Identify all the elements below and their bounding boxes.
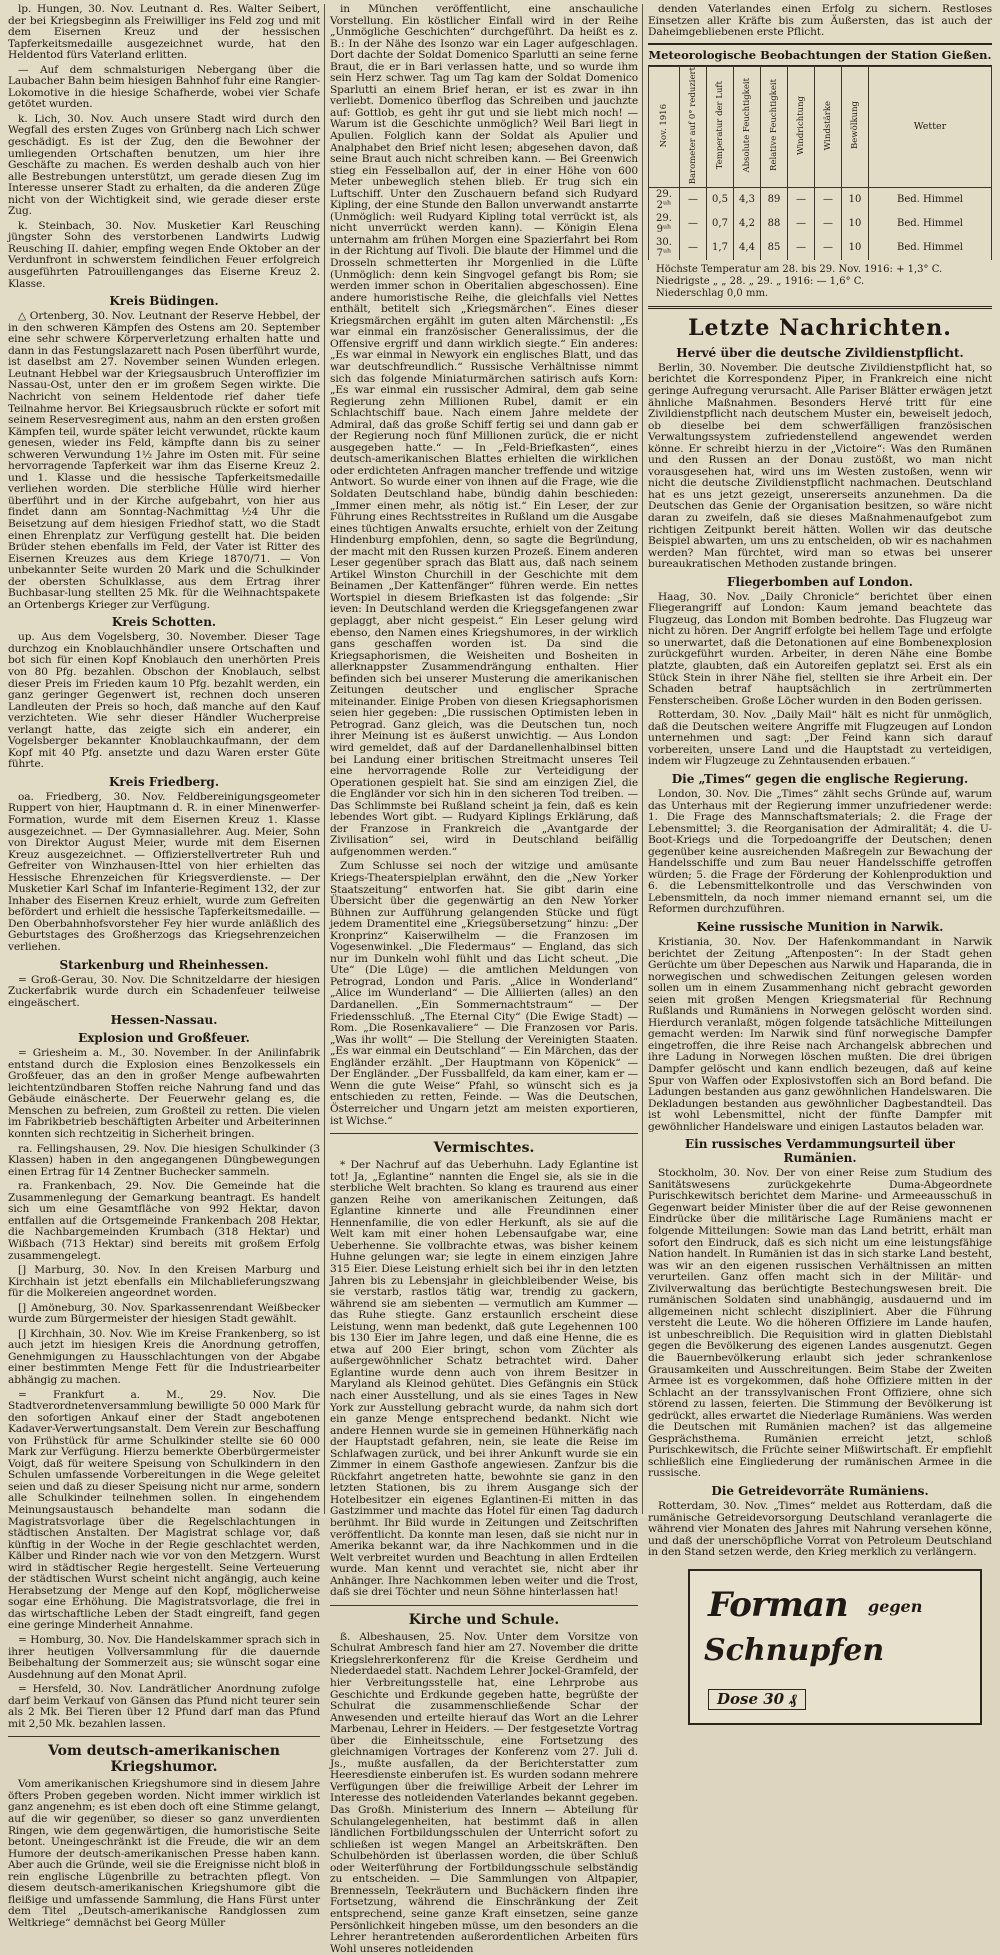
- article-paragraph: Stockholm, 30. Nov. Der von einer Reise zum Studium des Sanitätswesens zurückgekehrte Duma-Abgeordnete Purischkewitsch berichtet dem Marine- und Armeeausschuß in Gegenwart beider Minister über die auf der Reise gewonnenen Eindrücke über die militärische Lage Rumäniens macht er folgende Mitteilungen: Sowie man das Land betritt, erhält man sofort den Eindruck, daß es sich nicht um eine leistungsfähige Nation handelt. In Rumänien ist das in sich starke Land besteht, was wir an den eigenen russischen Verhältnissen an mitten verurteilen. Ganz offen macht sich in der Militär- und Zivilverwaltung das berüchtigte Bestechungswesen breit. Die rumänischen Soldaten sind unabhängig, ausdauernd und im allgemeinen nicht schlecht diszipliniert. Aber die Führung versteht die Leute. Wo die höheren Offiziere im Lande haufen, ist unbeschreiblich. Die Requisition wird in glatten Dieblstahl gegen die Bevölkerung des eigenen Landes ausgenutzt. Gegen die Bauernbevölkerung erlaubt sich jeder schrankenlose Grausamkeiten und Ausschreitungen. Beim Stabe der Zweiten Armee ist es vorgekommen, daß hohe Offiziere mitten in der Schlacht an der transsylvanischen Front Offiziere, ohne sich störend zu lassen, feierten. Die Stimmung der Bevölkerung ist gedrückt, alles erwartet die Niederlage Rumäniens. Was werden die Deutschen mit Rumänien machen? ist das allgemeine Gesprächsthema. Rumänien erreicht jetzt, schloß Purischkewitsch, die Früchte seiner Mißwirtschaft. Er empfiehlt schließlich eine Eingliederung der rumänischen Armee in die russische.: [648, 1167, 992, 1480]
- weather-table: [648, 66, 992, 260]
- section-heading: Kirche und Schule.: [408, 1611, 560, 1628]
- weather-cell: —: [788, 236, 815, 260]
- weather-cell: —: [815, 187, 842, 212]
- weather-cell: 0,7: [707, 212, 734, 236]
- article-paragraph: k. Steinbach, 30. Nov. Musketier Karl Reusching jüngster Sohn des verstorbenen Landwirts Ludwig Reusching II. dahier, empfing wegen Ende Oktober an der Verdunfront in schwerstem feindlichen Feuer erfolgreich ausgeführten Patrouillenganges das Eiserne Kreuz 2. Klasse.: [8, 219, 320, 290]
- article-paragraph: k. Lich, 30. Nov. Auch unsere Stadt wird durch den Wegfall des ersten Zuges von Grünberg nach Lich schwer geschädigt. Es ist der Zug, den die Bewohner der umliegenden Ortschaften benutzen, um hier ihre Geschäfte zu machen. Es werden deshalb auch von hier alle Bestrebungen unterstützt, um gerade diesen Zug im Interesse unserer Stadt zu erhalten, da die anderen Züge nicht von der Wichtigkeit sind, wie gerade dieser erste Zug.: [8, 112, 320, 218]
- weather-header: Bewölkung: [842, 66, 869, 187]
- weather-row: [649, 212, 992, 236]
- weather-header: Wetter: [869, 66, 992, 187]
- article-paragraph: = Frankfurt a. M., 29. Nov. Die Stadtverordnetenversammlung bewilligte 50 000 Mark für den sofortigen Ankauf einer der Stadt angebotenen Kadaver-Verwertungsanstalt. Dem Verein zur Beschaffung von Frühstück für arme Schulkinder stellte sie 60 000 Mark zur Verfügung. Hierzu bemerkte Oberbürgermeister Voigt, daß für weitere Speisung von Schulkindern in den Schulen umfassende Vorbereitungen in die Wege geleitet seien und daß zu dieser Speisung nicht nur arme, sondern alle Schulkinder teilnehmen sollen. In eingehendem Meinungsaustausch behandelte man sodann die Magistratsvorlage über die Regelschlachtungen in städtischen Anstalten. Der Magistrat schlage vor, daß künftig in der Woche in der Regie geschlachtet werden, Kälber und Rinder nach wie vor von den Metzgern. Wurst wird in städtischer Regie hergestellt. Seine Verteuerung der städtischen Wurst scheint nicht angängig, auch keine Herabsetzung der Menge auf den Kopf, möglicherweise sogar eine Erhöhung. Die Magistratsvorlage, die frei in das wirtschaftliche Leben der Stadt eingreift, fand gegen eine geringe Minderheit Annahme.: [8, 1388, 320, 1632]
- weather-header: Windrichtung: [788, 66, 815, 187]
- article-paragraph: * Der Nachruf auf das Ueberhuhn. Lady Eglantine ist tot! Ja, „Eglantine“ nannten die Engel sie, als sie in die sterbliche Welt brachten. So klang es traurend aus einer ganzen Reihe von amerikanischen Zeitungen, daß Eglantine kinnerte und alle Freundinnen einer Hennenfamilie, die von edler Herkunft, als sie auf die Welt kam mit einer hohen Lebensaufgabe war, eine Ueberhenne. Sie vollbrachte etwas, was bisher keinem Huhne gelungen war; sie legte in einem einzigen Jahre 315 Eier. Diese Leistung erhielt sich bei ihr in den letzten Jahren bis zu Lebensjahr in gleichbleibender Weise, bis sie verstarb, rastlos tätig war, trendig zu gackern, während sie am siebenten — vermutlich am Kummer — das Ruhe stiegte. Ganz erstaunlich erscheint diese Leistung, wenn man bedenkt, daß gute Legehennen 100 bis 130 Eier im Jahre legen, und daß eine Henne, die es etwa auf 200 Eier bringt, schon vom Züchter als außergewöhnlicher Schatz betrachtet wird. Daher Eglantine wurde denn auch von ihrem Besitzer in Maryland als Kleinod gehütet. Dies Gefängnis ein Stück nach einer Ausstellung, und als sie eines Tages in New York zur Ausstellung gebracht wurde, da nahm sich dort ein ganze Menge entsprechend bedankt. Nicht wie andere Hennen wurde sie in gemeinen Hühnerkäfig nach der Hauptstadt gefahren, nein, sie leate die Reise im Schlafwagen zurück, und bei ihrer Ankunft wurde sie ein Zimmer in einem Gasthofe angewiesen. Zanfzur bis die Rückfahrt angetreten hatte, bewohnte sie ganz in den letzten Stationen, bis zu ihrem Ausgange sich der Hotelbesitzer ein eigenes Eglantinen-Ei mitten in das Gastzimmer und machte das Hotel für einen Tag dadurch berühmt. Ihr Bild wurde in Zeitungen und Zeitschriften veröffentlicht. Da konnte man lesen, daß sie nicht nur in Amerika bekannt war, da ihre Nachkommen und in die Welt verbreitet wurden und Beachtung in allen Erdteilen wurde. Man kennt und verachtet sie, nicht aber ihr Anhänger. Ihre Nachkommen leben weiter und die Trost, daß sie drei Töchter und neun Söhne hinterlassen hat!: [330, 1159, 638, 1599]
- weather-cell: 88: [761, 212, 788, 236]
- weather-cell: 89: [761, 187, 788, 212]
- weather-cell: 0,5: [707, 187, 734, 212]
- column-left: [8, 3, 320, 1929]
- section-heading: Starkenburg und Rheinhessen.: [59, 957, 269, 972]
- weather-cell: 4,4: [734, 236, 761, 260]
- weather-cell: Bed. Himmel: [869, 187, 992, 212]
- ad-word: gegen: [868, 1596, 923, 1616]
- article-paragraph: = Hersfeld, 30. Nov. Landrätlicher Anordnung zufolge darf beim Verkauf von Gänsen das Pfund nicht teurer sein als 2 Mk. Bei Tieren über 12 Pfund darf man das Pfund mit 2,50 Mk. bezahlen lassen.: [8, 1683, 320, 1730]
- article-paragraph: [] Amöneburg, 30. Nov. Sparkassenrendant Weißbecker wurde zum Bürgermeister der hiesigen Stadt gewählt.: [8, 1301, 320, 1326]
- column-middle: [330, 3, 638, 1955]
- section-heading: Kreis Schotten.: [111, 615, 217, 630]
- column-rule: [642, 4, 643, 1514]
- weather-cell: 10: [842, 187, 869, 212]
- article-heading: Keine russische Munition in Narwik.: [696, 919, 944, 934]
- weather-cell: Bed. Himmel: [869, 236, 992, 260]
- article-paragraph: ra. Frankenbach, 29. Nov. Die Gemeinde hat die Zusammenlegung der Gemarkung beantragt. Es handelt sich um eine Gesamtfläche von 992 Hektar, davon entfallen auf die Ortsgemeinde Frankenbach 208 Hektar, die Nachbargemeinden Krumbach (318 Hektar) und Wißbach (713 Hektar) sind bereits mit großem Erfolg zusammengelegt.: [8, 1180, 320, 1262]
- article-heading: Fliegerbomben auf London.: [727, 574, 913, 589]
- weather-header: Relative Feuchtigkeit: [761, 66, 788, 187]
- article-paragraph: [] Kirchhain, 30. Nov. Wie im Kreise Frankenberg, so ist auch jetzt im hiesigen Kreis die Anordnung getroffen, Genehmigungen zu Hausschlachtungen von der Abgabe einer bestimmten Menge Fett für die Industriearbeiter abhängig zu machen.: [8, 1327, 320, 1386]
- article-paragraph: Rotterdam, 30. Nov. „Times“ meldet aus Rotterdam, daß die rumänische Getreidevorsorgung Deutschland veranlagerte die während vier Monaten des Jahres mit Nahrung versehen könne, und daß der unerschöpfliche Vorrat von Petroleum Deutschland in den Stand setzen werde, den Krieg merklich zu verlängern.: [648, 1500, 992, 1559]
- weather-cell: —: [680, 212, 707, 236]
- weather-header: Barometer auf 0° reduziert: [680, 66, 707, 187]
- weather-table-header-row: [649, 66, 992, 187]
- weather-row: [649, 236, 992, 260]
- article-heading: Die Getreidevorräte Rumäniens.: [711, 1484, 929, 1499]
- article-paragraph: lp. Hungen, 30. Nov. Leutnant d. Res. Walter Seibert, der bei Kriegsbeginn als Freiwilliger ins Feld zog und mit dem Eisernen Kreuz und der hessischen Tapferkeitsmedaille ausgezeichnet wurde, hat den Heldentod fürs Vaterland erlitten.: [8, 3, 320, 62]
- weather-cell: 10: [842, 212, 869, 236]
- article-paragraph: — Auf dem schmalsturigen Nebergang über die Laubacher Bahn beim hiesigen Bahnhof fuhr eine Rangier-Lokomotive in die hiesige Schafherde, wobei vier Schafe getötet wurden.: [8, 63, 320, 111]
- weather-cell: 10: [842, 236, 869, 260]
- section-heading: Kreis Friedberg.: [108, 774, 219, 789]
- weather-cell: —: [788, 187, 815, 212]
- section-heading: Hessen-Nassau.: [110, 1013, 218, 1028]
- article-paragraph: = Homburg, 30. Nov. Die Handelskammer sprach sich in ihrer heutigen Vollversammlung für die dauernde Beibehaltung der Sommerzeit aus; sie wünscht sogar eine Ausdehnung auf den Monat April.: [8, 1634, 320, 1681]
- weather-header: Nov. 1916: [649, 66, 680, 187]
- article-paragraph: London, 30. Nov. Die „Times“ zählt sechs Gründe auf, warum das Unterhaus mit der Regierung immer unzufriedener werde: 1. Die Frage des Mannschaftsmaterials; 2. die Frage der Lebensmittel; 3. die Reorganisation der Admiralität; 4. die U-Boot-Kriegs und die Torpedoangriffe der Deutschen; denen gegenüber keine ausreichenden Maßregeln zur Bewachung der Handelsschiffe und zum Bau neuer Handelsschiffe getroffen würden; 5. die Frage der Förderung der Kohlenproduktion und 6. die Lebensmittelkontrolle und das Verschwinden von Lebensmitteln, da noch immer niemand ernannt sei, um die Reformen durchzuführen.: [648, 787, 992, 916]
- article-paragraph: = Griesheim a. M., 30. November. In der Anilinfabrik entstand durch die Explosion eines Benzolkessels ein Großfeuer, das an den in großer Menge aufbewahrten leichtentzündbaren Stoffen reiche Nahrung fand und das Gebäude einäscherte. Der Feuerwehr gelang es, die Menschen zu befreien, zum Großteil zu retten. Die vielen im Fabrikbetrieb beschäftigten Arbeiter und Arbeiterinnen konnten sich rechtzeitig in Sicherheit bringen.: [8, 1047, 320, 1141]
- article-paragraph: Vom amerikanischen Kriegshumore sind in diesem Jahre öfters Proben gegeben worden. Nicht immer wirklich ist ganz angenehm; es ist eben doch oft eine Stimme gelangt, auf die wir gegenüber, so dieser so ganz unverdienten Ringen, wie dem gegenwärtigen, die humoristische Seite betont. Uneingeschränkt ist die Freude, die wir an dem Humore der deutsch-amerikanischen Presse haben kann. Aber auch die Gründe, weil sie die Ereignisse nicht bloß in rein englische Lügenbrille zu betrachten pflegt. Von diesem deutsch-amerikanischen Kriegshumore gibt die fleißige und umfassende Sammlung, die Hans Fürst unter dem Titel „Deutsch-amerikanische Randglossen zum Weltkriege“ demnächst bei Georg Müller: [8, 1778, 320, 1929]
- section-heading: Letzte Nachrichten.: [688, 314, 952, 341]
- article-heading: Ein russisches Verdammungsurteil über Rumänien.: [685, 1137, 955, 1166]
- weather-cell: —: [680, 187, 707, 212]
- weather-header: Windstärke: [815, 66, 842, 187]
- article-paragraph: △ Ortenberg, 30. Nov. Leutnant der Reserve Hebbel, der in den schweren Kämpfen des Ostens am 20. September eine sehr schwere Körperverletzung erhalten hatte und dann in das Festungslazarett nach Posen überführt wurde, ist daselbst am 27. November seinen Wunden erlegen. Leutnant Hebbel war der Kriegsausbruch Unteroffizier im Nassau-Ost, unter den er im großem Segen wirkte. Die Nachricht von seinem Heldentode rief daher tiefe Teilnahme hervor. Bei Kriegsausbruch rückte er sofort mit seinem Reservesregiment aus, nahm an den ersten großen Kämpfen teil, wurde später leicht verwundet, rückte kaum genesen, wieder ins Feld, kämpfte dann bis zu seiner schweren Verwundung 1½ Jahre im Osten mit. Für seine hervorragende Tapferkeit war ihm das Eiserne Kreuz 2. und 1. Klasse und die hessische Tapferkeitsmedaille verliehen worden. Die sterbliche Hülle wird hierher überführt und in der Kirche aufgebahrt, von hier aus findet dann am Sonntag-Nachmittag ½4 Uhr die Beisetzung auf dem hiesigen Friedhof statt, wo die Stadt einen Ehrenplatz zur Verfügung gestellt hat. Die beiden Brüder stehen ebenfalls im Feld, der Vater ist Ritter des Eisernen Kreuzes aus dem Kriege 1870/71. — Von unbekannter Seite wurden 20 Mark und die Schulkinder der obersten Schulklasse, aus dem Ertrag ihrer Buchbasar-lung stellten 25 Mk. für die Weihnachtspakete an Ortenbergs Krieger zur Verfügung.: [8, 310, 320, 611]
- divider: [330, 1605, 638, 1606]
- article-paragraph: = Groß-Gerau, 30. Nov. Die Schnitzeldarre der hiesigen Zuckerfabrik wurde durch ein Schadenfeuer teilweise eingeäschert.: [8, 973, 320, 1009]
- article-paragraph: up. Aus dem Vogelsberg, 30. November. Dieser Tage durchzog ein Knoblauchhändler unsere Ortschaften und bot sich für einen Kopf Knoblauch den unerhörten Preis von 80 Pfg. bezahlen. Obschon der Knoblauch, selbst dieser Preis im Frieden kaum 10 Pfg. bezahlt werden, ein ganz geringer Gegenwert ist, rechnen doch unseren Landleuten der Preis so hoch, daß manche auf den Kauf verzichteten. Wie sehr dieser Händler Wucherpreise verlangt hatte, das zeigte sich ein anderer, ein Vogelsberger bekannter Knoblauchkaufmann, der dem Kopf mit 40 Pfg. ansetzte und dazu Waren erster Güte führte.: [8, 631, 320, 771]
- article-paragraph: Kristiania, 30. Nov. Der Hafenkommandant in Narwik berichtet der Zeitung „Aftenposten“: In der Stadt gehen Gerüchte um über Depeschen aus Narwik und Haparanda, die in norwegischen und schwedischen Zeitungen gelesen worden sollen um in einem Zusammenhang nicht gebracht geworden seien mit großen Mengen Kriegsmaterial für Rechnung Rußlands und Rumäniens in Norwegen gelöscht worden sind. Hierdurch veranlaßt, mögen folgende tatsächliche Mitteilungen gemacht werden: Im Narwik sind fünf norwegische Dampfer eingetroffen, die ihre Reise nach Archangelsk abbrechen und ihre Ladung in Norwegen löschen mußten. Die drei übrigen Dampfer gelöscht und kann endlich bezeugen, daß auf keine Spur von Waffen oder Explosivstoffen sich an Bord befand. Die Ladungen bestanden aus ganz gewöhnlichen Handelswaren. Die Dekladungen bestanden aus gewöhnlicher Dagbestandteil. Das ist wohl Lebensmittel, nicht der fünfte Dampfer mit gewöhnlicher Handelsware und einigen Lastautos beladen war.: [648, 935, 992, 1133]
- ad-product: Schnupfen: [704, 1632, 885, 1668]
- article-heading: Hervé über die deutsche Zivildienstpflicht.: [676, 345, 964, 360]
- article-paragraph: Haag, 30. Nov. „Daily Chronicle“ berichtet über einen Fliegerangriff auf London: Kaum jemand beachtete das Flugzeug, das London mit Bomben bedrohte. Das Flugzeug war nicht zu hören. Der Angriff erfolgte bei hellem Tage und erfolgte so unerwartet, daß die Detonationen auf eine Bombenexplosion zurückgeführt wurden. Arbeiter, in deren Nähe eine Bombe platzte, glaubten, daß ein Autoreifen geplatzt sei. Erst als ein Stück Stein in ihrer Nähe fiel, stellten sie ihre Arbeit ein. Der Schaden betraf hauptsächlich in zertrümmerten Fensterscheiben. Große Löcher wurden in den Boden gerissen.: [648, 590, 992, 707]
- article-heading: Die „Times“ gegen die englische Regierung.: [671, 771, 969, 786]
- column-rule: [324, 4, 325, 1514]
- article-paragraph: denden Vaterlandes einen Erfolg zu sichern. Restloses Einsetzen aller Kräfte bis zum Äußersten, das ist auch der Daheimgebliebenen erste Pflicht.: [648, 3, 992, 39]
- weather-cell: —: [815, 212, 842, 236]
- weather-row: [649, 187, 992, 212]
- article-heading: Explosion und Großfeuer.: [78, 1031, 250, 1046]
- article-heading: Vom deutsch-amerikanischen Kriegshumor.: [48, 1743, 280, 1776]
- ad-price: Dose 30 ₰: [708, 1689, 806, 1710]
- weather-table-title: Meteorologische Beobachtungen der Station Gießen.: [648, 43, 992, 66]
- weather-cell: 1,7: [707, 236, 734, 260]
- weather-cell: 30. 7ᵘʰ: [649, 236, 680, 260]
- weather-cell: Bed. Himmel: [869, 212, 992, 236]
- divider: [648, 306, 992, 309]
- section-heading: Kreis Büdingen.: [109, 294, 219, 309]
- weather-cell: 29. 9ᵘʰ: [649, 212, 680, 236]
- advertisement: [688, 1569, 982, 1725]
- weather-summary: [656, 264, 992, 300]
- article-paragraph: Berlin, 30. November. Die deutsche Zivildienstpflicht hat, so berichtet die Korrespondenz Piper, in Frankreich eine nicht geringe Aufregung verursacht. Alle Pariser Blätter erwägen jetzt ähnliche Maßnahmen. Besonders Hervé tritt für eine Zivildienstpflicht nach deutschem Muster ein, beweiselt jedoch, ob dieselbe bei dem schwerfälligen französischen Verwaltungssystem zufriedenstellend angewendet werden könne. Er schreibt hierzu in der „Victoire“: Was den Rumänen und den Russen an der Donau zustößt, wo man nicht vorausgesehen hat, wird uns im Westen zustoßen, wenn wir nicht die deutsche Zivildienstpflicht nachmachen. Deutschland hat es uns jetzt gezeigt, unsererseits anzunehmen. Da die Deutschen das Genie der Organisation besitzen, so wäre nicht daran zu zweifeln, daß sie dieses Maßnahmenaufgebot zum richtigen Zeitpunkt bereit hätten. Wollen wir das deutsche Beispiel abwarten, um uns zu entscheiden, ob wir es nachahmen werden? Man fürchtet, wird man so etwas bei unserer bureaukratischen Methoden zustande bringen.: [648, 361, 992, 571]
- weather-cell: 29. 2ᵘʰ: [649, 187, 680, 212]
- article-paragraph: ra. Fellingshausen, 29. Nov. Die hiesigen Schulkinder (3 Klassen) haben in den angegangenen Düngbewegungen einen Ertrag für 14 Zentner Buchecker sammeln.: [8, 1142, 320, 1178]
- weather-cell: —: [788, 212, 815, 236]
- article-paragraph: in München veröffentlicht, eine anschauliche Vorstellung. Ein köstlicher Einfall wird in der Reihe „Unmögliche Geschichten“ durchgeführt. Da heißt es z. B.: In der Nähe des Isonzo war ein Lager aufgeschlagen. Dort dachte der Soldat Domenico Sparlutti an seine ferne Braut, die er in Bari verlassen hatte, und so wurde ihm sein Herz schwer. Tag um Tag kam der Soldat Domenico Sparlutti an einem Brief heran, er ist es zwar in ihn verliebt. Domenico überflog das Schreiben und jauchzte auf: Gottlob, es geht ihr gut und sie liebt mich noch! — Warum ist die Geschichte unmöglich? Weil Bari liegt in Apulien. Folglich kann der Soldat als Apulier und Analphabet den Brief nicht lesen; abgesehen davon, daß seine Braut auch nicht schreiben kann. — Bei Greenwich stieg ein Fesselballon auf, der in einer Höhe von 600 Meter unbeweglich stehen blieb. Er trug sich ein Luftschiff. Unter den Zuschauern befand sich Rudyard Kipling, der eine Stunde den Ballon unverwandt anstarrte (Unmöglich: weil Rudyard Kipling total verrückt ist, als nicht unverrückt werden kann). — Königin Elena unternahm am frühen Morgen eine Spazierfahrt bei Rom in der Richtung auf Tivoli. Die blaute der Himmel und die Drosseln schmetterten ihr Morgenlied in die Lüfte (Unmöglich: denn kein Singvogel gefangt bis Rom; sie werden immer schon in Oberitalien abgeschossen). Eine andere humoristische Reihe, die gleichfalls viel Nettes enthält, betitelt sich „Kriegsmärchen“. Eines dieser Kriegsmärchen ergählt im guten alten Märchenstil: „Es war einmal ein französischer Generalissimus, der die Offensive ergriff und dann wirklich siegte.“ Ein anderes: „Es war einmal in Newyork ein englisches Blatt, und das war deutschfreundlich.“ Russische Verhältnisse nimmt sich das folgende Miniaturmärchen satirisch aufs Korn: „Es war einmal ein russischer Admiral, dem gab seine Regierung zehn Millionen Rubel, damit er ein Schlachtschiff baue. Nach einem Jahre meldete der Admiral, daß das große Schiff fertig sei und dann gab er der Regierung noch fünf Millionen zurück, die er nicht ausgegeben hatte.“ — In „Feld-Briefkasten“, eines deutsch-amerikanischen Blattes erhielten die wirklichen oder erdichteten Anfragen mancher treffende und witzige Antwort. So wurde einer von ihnen auf die Frage, wie die Soldaten Deutschland habe, bündig dahin beschieden: „Immer einen mehr, als nötig ist.“ Ein Leser, der zur Führung eines Rechtsstreites in Rußland um die Ausgabe eines tüchtigen Anwalts ersuchte, erhielt von der Zeitung Hindenburg empfohlen, denn, so sagte die Begründung, der macht mit den Russen kurzen Prozeß. Einem anderen Leser gegenüber sprach das Blatt aus, daß nach seinem Artikel Winston Churchill in der Geschichte mit dem Beinamen „Der Kattenfänger“ führen werde. Ein nettes Wortspiel in diesem Briefkasten ist das folgende: „Sir ieven: In Deutschland werden die Kriegsgefangenen zwar geplaggt, aber nicht gespeist.“ Ein Leser gelung wird ebenso, den Namen eines Kriegshumores, in der wirklich gans geschaffen worden ist. Da sind die Kriegsaphorismen, die Weisheiten und Bosheiten in allerknappster Zusammendrängung enthalten. Hier befinden sich bei unserer Musterung die amerikanischen Zeitungen deutscher und englischer Sprache miteinander. Einige Proben von diesen Kriegsaphorismen seien hier gegeben: „Die russischen Optimisten leben in Petrograd. Ganz gleich, was die Deutschen tun, noch ihrer Meinung ist es äußerst unwichtig. — Aus London wird gemeldet, daß auf der Dardanellenhalbinsel bitten bei Landung einer britischen Streitmacht unseres Teil eine hervorragende Rolle zur Verteidigung der Operationen gespielt hat. Sie sind am einzigen Ziel, die die Engländer vor sich hin in den sicheren Tod treiben. — Das Schlimmste bei Rußland scheint ja fein, daß es kein lebendes Wort gibt. — Rudyard Kiplings Erklärung, daß der Franzose in Frankreich die „Avantgarde der Zivilisation“ sei, wird in Deutschland beifällig aufgenommen werden.“: [330, 3, 638, 858]
- weather-header: Absolute Feuchtigkeit: [734, 66, 761, 187]
- weather-cell: —: [680, 236, 707, 260]
- divider: [330, 1133, 638, 1134]
- divider: [8, 1736, 320, 1737]
- weather-min-temp: Niedrigste „ „ 28. „ 29. „ 1916: — 1,6° C.: [656, 275, 865, 287]
- section-heading: Vermischtes.: [433, 1140, 535, 1157]
- article-paragraph: Zum Schlusse sei noch der witzige und amüsante Kriegs-Theaterspielplan erwähnt, den die „New Yorker Staatszeitung“ entworfen hat. Sie gibt darin eine Übersicht über die gegenwärtig an den New Yorker Bühnen zur Aufführung gelangenden Stücke und fügt jedem Dramentitel eine „Kriegsübersetzung“ hinzu: „Der Kronprinz“ Kaiserwilhelm — die Franzosen im Vogesenwinkel. „Die Fledermaus“ — England, das sich nur im Dunkeln wohl fühlt und das Licht scheut. „Die Ute“ (Die Lüge) — die amtlichen Meldungen von Petrograd, London und Paris. „Alice in Wonderland“ „Alice im Wunderland“ — Die Alliierten (alles) an den Dardanellen. „Ein Sommernachtstraum“ — Der Friedensschluß. „The Eternal City“ (Die Ewige Stadt) — Rom. „Die Rosenkavaliere“ — Die Franzosen vor Paris. „Was ihr wollt“ — Die Stellung der Vereinigten Staaten. „Es war einmal ein Deutschland“ — Ein Märchen, das der Engländer erzählt. „Der Hauptmann von Köpenick“ — Der Engländer. „Der Fussballfeld, da kam einer, kam er — Wenn die gute Weise“ Pfahl, so wünscht sich es ja entschieden zu retten, Feinde. — Was die Deutschen, Österreicher und Ungarn jetzt am meisten exportieren, ist Wichse.“: [330, 860, 638, 1127]
- article-paragraph: Rotterdam, 30. Nov. „Daily Mail“ hält es nicht für unmöglich, daß die Deutschen weitere Angriffe mit Flugzeugen auf London unternehmen und sagt: „Der Feind kann sich darauf vorbereiten, unsere Land und die Hauptstadt zu verteidigen, indem wir Flugzeuge zu Zehntausenden erbauen.“: [648, 709, 992, 768]
- article-paragraph: [] Marburg, 30. Nov. In den Kreisen Marburg und Kirchhain ist jetzt ebenfalls ein Milchablieferungszwang für die Molkereien angeordnet worden.: [8, 1264, 320, 1300]
- column-right: [648, 3, 992, 1708]
- weather-max-temp: Höchste Temperatur am 28. bis 29. Nov. 1916: + 1,3° C.: [656, 263, 943, 275]
- article-paragraph: ß. Albeshausen, 25. Nov. Unter dem Vorsitze von Schulrat Ambresch fand hier am 27. November die dritte Kriegslehrerkonferenz für die Kreise Gerdheim und Niederdaedel statt. Nachdem Lehrer Jockel-Gramfeld, der hier Verbreitungsstelle hat, eine Lehrprobe aus Geschichte und Erdkunde gegeben hatte, begrüßte der Schulrat die zusammenschließende Schar der Anwesenden und erteilte hierauf das Wort an die Lehrer Marbenau, Lehrer in Heiders. — Der festgesetzte Vortrag über die Einheitsschule, eine Fortsetzung des gleichnamigen Vortrages der Konferenz vom 27. Juli d. Js., mußte ausfallen, da der Berichterstatter zum Heeresdienste einberufen ist. Es wurden sodann mehrere Verfügungen über die freiwillige Arbeit der Lehrer im Interesse des notleidenden Vaterlandes bekannt gegeben. Das Großh. Ministerium des Innern — Abteilung für Schulangelegenheiten, hat bestimmt daß in allen ländlichen Fortbildungsschulen der Unterricht sofort zu schließen ist wegen Mangel an Arbeitskräften. Den Schulbehörden ist überlassen worden, die über Schluß oder Weiterführung der Fortbildungsschule selbständig zu entscheiden. — Die Sammlungen von Altpapier, Brennesseln, Teekräutern und Buchäckern finden ihre Fortsetzung, während die Einschränkung der Zeit entsprechend, seine ganze Kraft einsetzen, seine ganze Persönlichkeit hingeben müsse, um den besonders an die Lehrer herantretenden außerordentlichen Arbeiten fürs Wohl unseres notleidenden: [330, 1630, 638, 1955]
- weather-cell: 4,2: [734, 212, 761, 236]
- weather-cell: 4,3: [734, 187, 761, 212]
- article-paragraph: oa. Friedberg, 30. Nov. Feldbereinigungsgeometer Ruppert von hier, Hauptmann d. R. in einer Minenwerfer-Formation, wurde mit dem Eisernen Kreuz 1. Klasse ausgezeichnet. — Der Gymnasiallehrer. Aug. Meier, Sohn von Direktor August Meier, wurde mit dem Eisernen Kreuz ausgezeichnet. — Offizierstellvertreter Ruh und Gefreiter von Winzhausen-Ittel von hier erhielten das Hessische Ehrenzeichen für Kriegsverdienste. — Der Musketier Karl Schaf im Infanterie-Regiment 132, der zur Inhaber des Eisernen Kreuz erhielt, wurde zum Gefreiten befördert und erhielt die hessische Tapferkeitsmedaille. — Den Oberbahnhofsvorsteher Fey hier wurde anläßlich des Geburtstages des Großherzogs das Kriegsehrenzeichen verliehen.: [8, 790, 320, 954]
- weather-header: Temperatur der Luft: [707, 66, 734, 187]
- weather-cell: —: [815, 236, 842, 260]
- weather-precipitation: Niederschlag 0,0 mm.: [656, 287, 769, 299]
- ad-brand: Forman: [708, 1584, 848, 1625]
- weather-cell: 85: [761, 236, 788, 260]
